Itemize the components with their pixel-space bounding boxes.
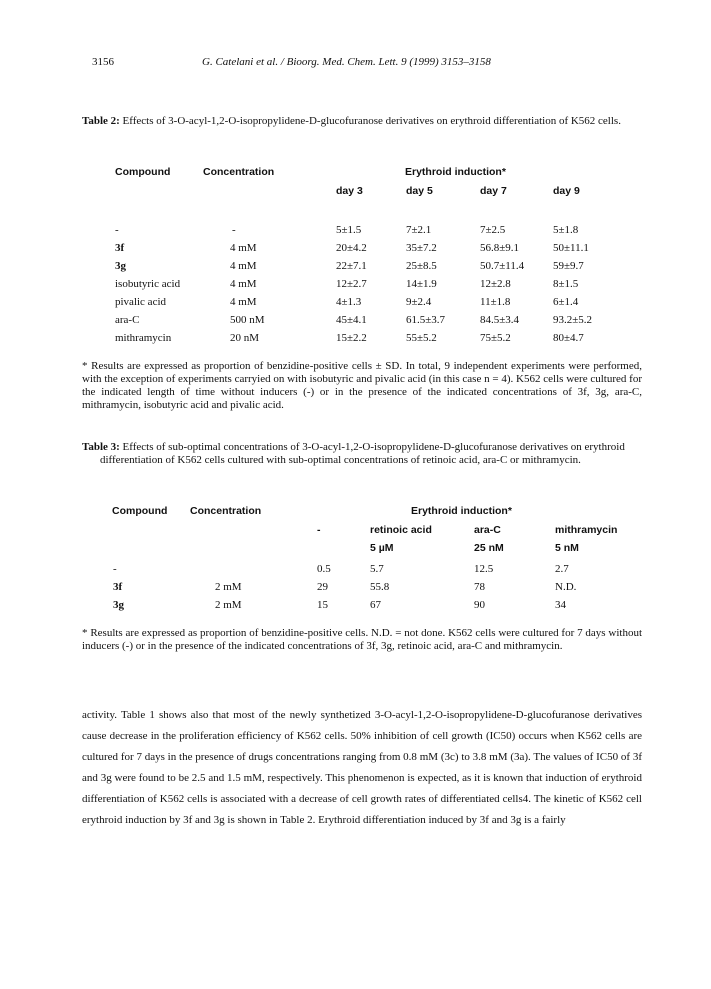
value-cell: 12±2.8 [480, 278, 511, 290]
value-cell: 90 [474, 599, 485, 611]
value-cell: 15±2.2 [336, 332, 367, 344]
compound-cell: 3f [115, 242, 125, 254]
compound-cell: isobutyric acid [115, 278, 181, 290]
value-cell: 45±4.1 [336, 314, 367, 326]
running-title: G. Catelani et al. / Bioorg. Med. Chem. Lett. 9 (1999) 3153–3158 [202, 56, 491, 68]
value-cell: 67 [370, 599, 381, 611]
concentration-cell: 4 mM [230, 260, 257, 272]
table3-caption [82, 441, 660, 467]
table2-group-header: Erythroid induction* [405, 166, 506, 178]
value-cell: 11±1.8 [480, 296, 511, 308]
compound-cell: - [113, 563, 117, 575]
table3-caption-text: Effects of sub-optimal concentrations of 3-O-acyl-1,2-O-isopropylidene-D-glucofuranose derivatives on erythroid differentiation of K562 cells cultured with sub-optimal concentrations of retinoic acid, ara-C or mithramycin. [100, 441, 625, 466]
table2-col-compound: Compound [115, 166, 171, 178]
value-cell: 20±4.2 [336, 242, 367, 254]
table3-conc-retinoic: 5 µM [370, 542, 394, 554]
table3-subhead-arac: ara-C [474, 524, 501, 536]
table3-col-concentration: Concentration [190, 505, 262, 517]
value-cell: 9±2.4 [406, 296, 432, 308]
table2-day9: day 9 [553, 185, 580, 197]
concentration-cell: - [232, 224, 236, 236]
table3-subhead-mithramycin: mithramycin [555, 524, 618, 536]
compound-cell: 3f [113, 581, 123, 593]
value-cell: 14±1.9 [406, 278, 437, 290]
concentration-cell: 2 mM [215, 581, 242, 593]
value-cell: 7±2.5 [480, 224, 506, 236]
compound-cell: 3g [113, 599, 124, 611]
table3-subhead-none: - [317, 524, 321, 536]
table2-caption-text: Effects of 3-O-acyl-1,2-O-isopropylidene-D-glucofuranose derivatives on erythroid differentiation of K562 cells. [122, 115, 621, 127]
value-cell: 5±1.8 [553, 224, 579, 236]
value-cell: 29 [317, 581, 328, 593]
table3-conc-arac: 25 nM [474, 542, 504, 554]
table2-day3: day 3 [336, 185, 363, 197]
table2-caption [82, 115, 660, 128]
table2-col-concentration: Concentration [203, 166, 275, 178]
value-cell: 80±4.7 [553, 332, 584, 344]
value-cell: 59±9.7 [553, 260, 584, 272]
value-cell: 2.7 [555, 563, 569, 575]
value-cell: 0.5 [317, 563, 331, 575]
value-cell: 56.8±9.1 [480, 242, 520, 254]
table3-footnote: * Results are expressed as proportion of benzidine-positive cells. N.D. = not done. K562 cells were cultured for 7 days without inducers (-) or in the presence of the indicated concentrations of 3f, 3g, retinoic acid, ara-C and mithramycin. [82, 627, 642, 652]
table3-col-compound: Compound [112, 505, 168, 517]
concentration-cell: 4 mM [230, 296, 257, 308]
value-cell: 4±1.3 [336, 296, 362, 308]
concentration-cell: 4 mM [230, 278, 257, 290]
value-cell: 55±5.2 [406, 332, 437, 344]
value-cell: 34 [555, 599, 566, 611]
value-cell: 50.7±11.4 [480, 260, 525, 272]
value-cell: 93.2±5.2 [553, 314, 593, 326]
table2-day7: day 7 [480, 185, 507, 197]
value-cell: 35±7.2 [406, 242, 437, 254]
value-cell: 12±2.7 [336, 278, 367, 290]
value-cell: 15 [317, 599, 328, 611]
value-cell: 61.5±3.7 [406, 314, 446, 326]
concentration-cell: 4 mM [230, 242, 257, 254]
value-cell: 5.7 [370, 563, 384, 575]
value-cell: 50±11.1 [553, 242, 589, 254]
concentration-cell: 2 mM [215, 599, 242, 611]
value-cell: 6±1.4 [553, 296, 579, 308]
table2-day5: day 5 [406, 185, 433, 197]
table2-footnote: * Results are expressed as proportion of benzidine-positive cells ± SD. In total, 9 independent experiments were performed, with the exception of experiments carryied on with isobutyric and pivalic acid (in this case n = 4). K562 cells were cultured for the indicated length of time without inducers (-) or in the presence of the indicated concentrations of 3f, 3g, ara-C, mithramycin, isobutyric acid and pivalic acid. [82, 360, 642, 411]
compound-cell: mithramycin [115, 332, 172, 344]
table2-label: Table 2: [82, 115, 120, 127]
compound-cell: 3g [115, 260, 126, 272]
value-cell: 7±2.1 [406, 224, 432, 236]
table3-group-header: Erythroid induction* [411, 505, 512, 517]
value-cell: N.D. [555, 581, 577, 593]
value-cell: 8±1.5 [553, 278, 579, 290]
concentration-cell: 20 nM [230, 332, 260, 344]
value-cell: 55.8 [370, 581, 390, 593]
compound-cell: ara-C [115, 314, 140, 326]
value-cell: 84.5±3.4 [480, 314, 520, 326]
compound-cell: pivalic acid [115, 296, 167, 308]
value-cell: 5±1.5 [336, 224, 362, 236]
body-paragraph: activity. Table 1 shows also that most of the newly synthetized 3-O-acyl-1,2-O-isopropylidene-D-glucofuranose derivatives cause decrease in the proliferation efficiency of K562 cells. 50% inhibition of cell growth (IC50) occurs when K562 cells are cultured for 7 days in the presence of drugs concentrations ranging from 0.8 mM (3c) to 3.8 mM (3a). The values of IC50 of 3f and 3g were found to be 2.5 and 1.5 mM, respectively. This phenomenon is expected, as it is known that induction of erythroid differentiation of K562 cells is associated with a decrease of cell growth rates of differentiated cells4. The kinetic of K562 cell erythroid induction by 3f and 3g is shown in Table 2. Erythroid differentiation induced by 3f and 3g is a fairly [82, 709, 642, 826]
value-cell: 12.5 [474, 563, 494, 575]
value-cell: 78 [474, 581, 485, 593]
value-cell: 22±7.1 [336, 260, 367, 272]
table3-label: Table 3: [82, 441, 120, 453]
table3-conc-mithramycin: 5 nM [555, 542, 579, 554]
concentration-cell: 500 nM [230, 314, 265, 326]
table3-subhead-retinoic: retinoic acid [370, 524, 432, 536]
compound-cell: - [115, 224, 119, 236]
page-number: 3156 [92, 56, 114, 68]
value-cell: 25±8.5 [406, 260, 437, 272]
value-cell: 75±5.2 [480, 332, 511, 344]
